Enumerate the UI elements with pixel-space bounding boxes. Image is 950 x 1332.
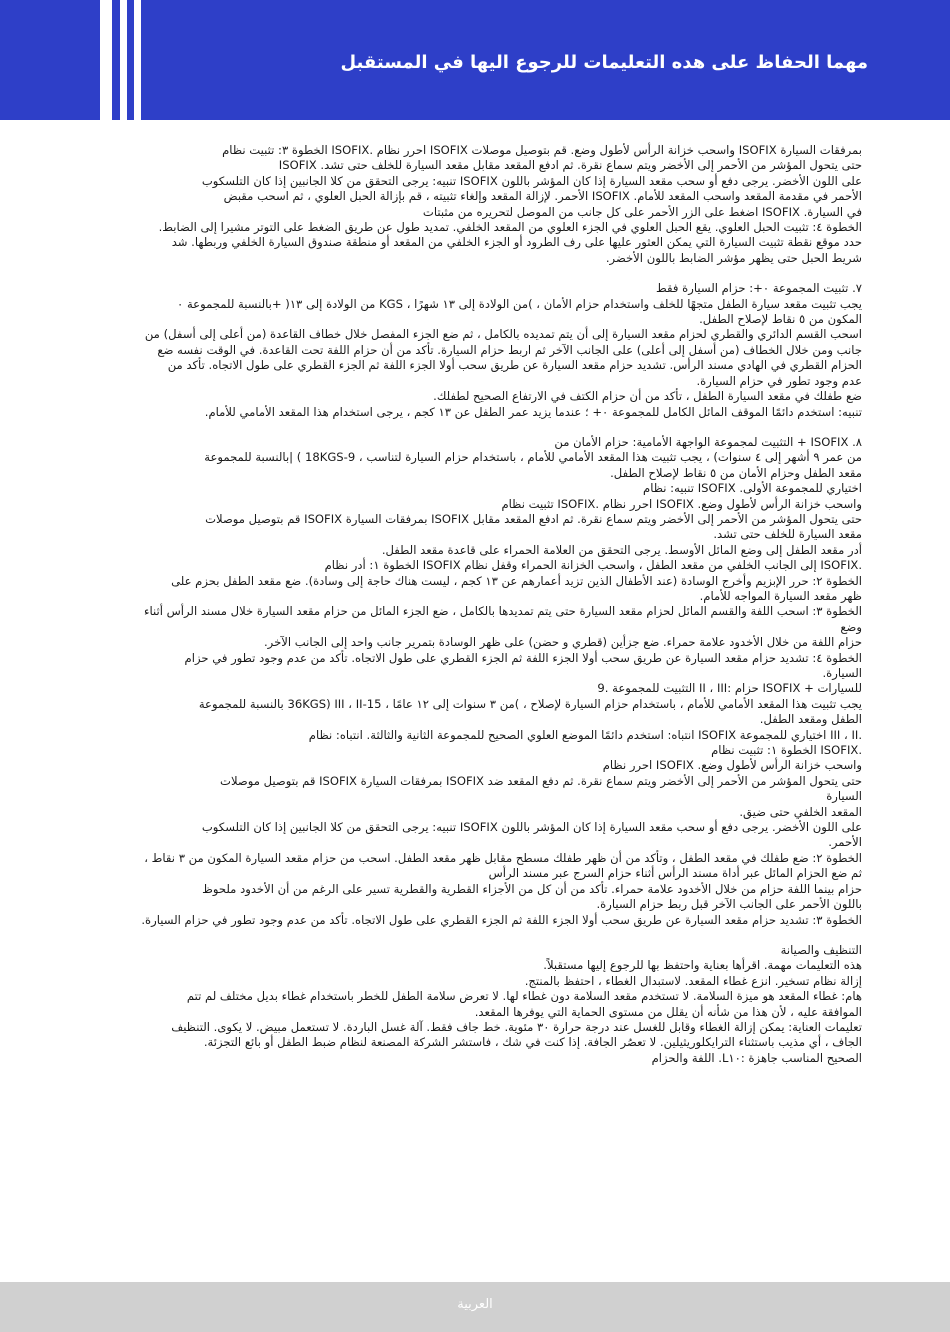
text-line: واسحب خزانة الرأس لأطول وضع. ISOFIX احرر نظام .ISOFIX تثبيت نظام bbox=[501, 496, 862, 511]
text-line: التنظيف والصيانة bbox=[780, 942, 862, 957]
text-line: مقعد السيارة للخلف حتى تشد. bbox=[713, 527, 862, 542]
page-footer bbox=[0, 1282, 950, 1332]
paragraph-spacer bbox=[100, 420, 862, 435]
text-line: الخطوة ٣: اسحب اللفة والقسم المائل لحزام مقعد السيارة حتى يتم تمديدها بالكامل ، ضع الجزء المائل من حزام مقعد السيارة خلال مسند الرأس أثناء bbox=[144, 604, 862, 619]
text-line: في السيارة. ISOFIX اضغط على الزر الأحمر على كل جانب من الموصل لتحريره من مثبتات bbox=[422, 204, 862, 219]
language-label: العربية bbox=[457, 1297, 493, 1312]
text-line: واسحب خزانة الرأس لأطول وضع. ISOFIX احرر نظام bbox=[602, 758, 862, 773]
text-line: الأحمر. bbox=[828, 835, 862, 850]
text-line: يجب تثبيت هذا المقعد الأمامي للأمام ، باستخدام حزام السيارة لإصلاح ، )من ٣ سنوات إلى ١٢ عامًا ، 15-36KGS) III ، II بالنسبة للمجموعة bbox=[198, 696, 862, 711]
text-line: تنبيه: استخدم دائمًا الموقف المائل الكامل للمجموعة ٠+ ؛ عندما يزيد عمر الطفل عن ١٣ كجم ، يرجى استخدام هذا المقعد الأمامي للأمام. bbox=[204, 404, 862, 419]
text-line: مقعد الطفل وحزام الأمان من ٥ نقاط لإصلاح الطفل. bbox=[610, 465, 862, 480]
text-line: اسحب القسم الدائري والقطري لحزام مقعد السيارة إلى أن يتم تمديده بالكامل ، ثم ضع الجزء المفصل خلال خطاف القاعدة (من أعلى إلى أسفل) من bbox=[144, 327, 862, 342]
text-line: هذه التعليمات مهمة. اقرأها بعناية واحتفظ بها للرجوع إليها مستقبلاً. bbox=[543, 958, 862, 973]
text-line: شريط الحبل حتى يظهر مؤشر الضابط باللون الأخضر. bbox=[605, 250, 862, 265]
text-line: .III ، II اختياري للمجموعة ISOFIX انتباه: استخدم دائمًا الموضع العلوي الصحيح للمجموعة الثانية والثالثة. انتباه: نظام bbox=[308, 727, 862, 742]
text-line: السيارة bbox=[826, 789, 862, 804]
text-line: الطفل ومقعد الطفل. bbox=[759, 712, 862, 727]
text-line: .ISOFIX إلى الجانب الخلفي من مقعد الطفل ، واسحب الخزانة الحمراء وقفل نظام ISOFIX الخطوة ١: أدر نظام bbox=[324, 558, 862, 573]
header-stripe bbox=[127, 0, 134, 120]
text-line: من عمر ٩ أشهر إلى ٤ سنوات) ، يجب تثبيت هذا المقعد الأمامي للأمام ، باستخدام حزام السيارة لتناسب ، 9-18KGS ) |بالنسبة للمجموعة bbox=[204, 450, 862, 465]
page-header bbox=[0, 0, 950, 120]
text-line: عدم وجود تطور في حزام السيارة. bbox=[696, 373, 862, 388]
text-line: ثم ضع الحزام المائل عبر أداة مسند الرأس أثناء حزام السرج عبر مسند الرأس bbox=[488, 866, 862, 881]
paragraph-spacer bbox=[100, 266, 862, 281]
text-line: حدد موقع نقطة تثبيت السيارة التي يمكن العثور عليها على رف الطرود أو الجزء الخلفي من المقعد أو منطقة صندوق السيارة الخلفي وربطها. شد bbox=[171, 235, 862, 250]
text-line: ظهر مقعد السيارة المواجه للأمام. bbox=[699, 588, 862, 603]
text-line: أدر مقعد الطفل إلى وضع المائل الأوسط. يرجى التحقق من العلامة الحمراء على قاعدة مقعد الطفل. bbox=[381, 542, 862, 557]
text-line: الخطوة ٢: ضع طفلك في مقعد الطفل ، وتأكد من أن ظهر طفلك مسطح مقابل ظهر مقعد الطفل. اسحب من حزام مقعد السيارة المكون من ٣ نقاط ، bbox=[144, 850, 862, 865]
text-line: الخطوة ٢: حرر الإبزيم وأخرج الوسادة (عند الأطفال الذين تزيد أعمارهم عن ١٣ كجم ، ليست هناك حاجة إلى وسادة). ضع مقعد الطفل بحزم على bbox=[171, 573, 862, 588]
text-line: ٨. ISOFIX + التثبيت لمجموعة الواجهة الأمامية: حزام الأمان من bbox=[554, 434, 862, 449]
text-line: حتى يتحول المؤشر من الأحمر إلى الأخضر ويتم سماع نقرة. ثم ادفع المقعد مقابل مقعد السيارة للخلف حتى تشد. ISOFIX bbox=[278, 158, 862, 173]
text-line: الخطوة ٤: تشديد حزام مقعد السيارة عن طريق سحب أولا الجزء اللفة ثم الجزء القطري على طول الاتجاه. تأكد من عدم وجود تطور في حزام bbox=[184, 650, 862, 665]
text-line: حزام اللفة من خلال الأخدود علامة حمراء. ضع جزأين (قطري و حضن) على ظهر الوسادة بتمرير جانب واحد إلى الجانب الآخر. bbox=[263, 635, 862, 650]
instructions-body bbox=[100, 143, 862, 1066]
text-line: .ISOFIX الخطوة ١: تثبيت نظام bbox=[711, 743, 862, 758]
text-line: هام: غطاء المقعد هو ميزة السلامة. لا تستخدم مقعد السلامة دون غطاء لها. لا تعرض سلامة الطفل للخطر باستخدام غطاء بديل مختلف لم تتم bbox=[186, 989, 862, 1004]
text-line: اختياري للمجموعة الأولى. ISOFIX تنبيه: نظام bbox=[643, 481, 862, 496]
text-line: الخطوة ٣: تشديد حزام مقعد السيارة عن طريق سحب أولا الجزء اللفة ثم الجزء القطري على طول الاتجاه. تأكد من عدم وجود تطور في حزام السيارة. bbox=[141, 912, 862, 927]
text-line: الجاف ، أي مذيب باستثناء الترايكلوريثيلين. لا تعصُر الجافة. إذا كنت في شك ، فاستشر الشركة المصنعة لنظام ضبط الطفل أو بائع التجزئة. bbox=[203, 1035, 862, 1050]
text-line: تعليمات العناية: يمكن إزالة الغطاء وقابل للغسل عند درجة حرارة ٣٠ مئوية. خط جاف فقط. آلة غسل الباردة. لا تستعمل مبيض. لا يكوى. التنظيف bbox=[171, 1019, 862, 1034]
text-line: الأحمر في مقدمة المقعد واسحب المقعد للأمام. ISOFIX الأحمر. لإزالة المقعد وإلغاء تثبيته ، قم بإزالة الحبل العلوي ، ثم اسحب مقبض bbox=[223, 189, 862, 204]
text-line: ضع طفلك في مقعد السيارة الطفل ، تأكد من أن حزام الكتف في الارتفاع الصحيح لطفلك. bbox=[433, 389, 862, 404]
text-line: باللون الأحمر على الجانب الآخر قبل ربط حزام السيارة. bbox=[596, 897, 862, 912]
page-title: مهما الحفاظ على هده التعليمات للرجوع اليها في المستقبل bbox=[340, 52, 868, 73]
header-stripe bbox=[0, 0, 100, 120]
text-line: للسيارات + ISOFIX حزام :II ، III التثبيت للمجموعة .9 bbox=[597, 681, 862, 696]
paragraph-spacer bbox=[100, 928, 862, 943]
text-line: السيارة. bbox=[822, 666, 862, 680]
header-stripe bbox=[112, 0, 120, 120]
text-line: حزام بينما اللفة حزام من خلال الأخدود علامة حمراء. تأكد من أن كل من الأجزاء القطرية والقطرية تسير على الرغم من أن الأخدود ملحوظ bbox=[202, 881, 862, 896]
text-line: على اللون الأخضر. يرجى دفع أو سحب مقعد السيارة إذا كان المؤشر باللون ISOFIX تنبيه: يرجى التحقق من كلا الجانبين إذا كان التلسكوب bbox=[201, 173, 862, 188]
text-line: بمرفقات السيارة ISOFIX واسحب خزانة الرأس لأطول وضع. قم بتوصيل موصلات ISOFIX احرر نظام .ISOFIX الخطوة ٣: تثبيت نظام bbox=[222, 143, 862, 157]
text-line: إزالة نظام تسخير. انزع غطاء المقعد. لاستبدال الغطاء ، احتفظ بالمنتج. bbox=[524, 973, 862, 988]
text-line: ٧. تثبيت المجموعة ٠+: حزام السيارة فقط bbox=[656, 281, 862, 296]
text-line: المقعد الخلفي حتى ضيق. bbox=[739, 804, 862, 819]
text-line: حتى يتحول المؤشر من الأحمر إلى الأخضر ويتم سماع نقرة. ثم دفع المقعد ضد ISOFIX بمرفقات السيارة ISOFIX قم بتوصيل موصلات bbox=[220, 773, 862, 788]
text-line: الخطوة ٤: تثبيت الحبل العلوي. يقع الحبل العلوي في الجزء العلوي من المقعد الخلفي. تمديد طول عن طريق الضغط على التوتر مشيرا إلى الضابط. bbox=[158, 220, 862, 235]
text-line: الحزام القطري في الهادي مسند الرأس. تشديد حزام مقعد السيارة عن طريق سحب أولا الجزء اللفة ثم الجزء القطري على طول الاتجاه. تأكد من bbox=[167, 358, 862, 373]
text-line: على اللون الأخضر. يرجى دفع أو سحب مقعد السيارة إذا كان المؤشر باللون ISOFIX تنبيه: يرجى التحقق من كلا الجانبين إذا كان التلسكوب bbox=[201, 820, 862, 835]
text-line: الصحيح المناسب جاهزة :L١٠. اللفة والحزام bbox=[651, 1050, 862, 1065]
text-line: الموافقة عليه ، لأن هذا من شأنه أن يقلل من مستوى الحماية التي يوفرها المقعد. bbox=[474, 1004, 862, 1019]
text-line: المكون من ٥ نقاط لإصلاح الطفل. bbox=[699, 312, 862, 327]
text-line: حتى يتحول المؤشر من الأحمر إلى الأخضر ويتم سماع نقرة. ثم ادفع المقعد مقابل ISOFIX بمرفقات السيارة ISOFIX قم بتوصيل موصلات bbox=[205, 511, 862, 526]
text-line: يجب تثبيت مقعد سيارة الطفل متجهًا للخلف واستخدام حزام الأمان ، )من الولادة إلى ١٣ شهرًا ، KGS من الولادة إلى ١٣( +بالنسبة للمجموعة ٠ bbox=[177, 296, 862, 311]
text-line: جانب ومن خلال الخطاف (من أسفل إلى أعلى) على الجانب الآخر ثم اربط حزام السيارة. تأكد من أن حزام اللفة تحت القاعدة. في الوقت نفسه ضع bbox=[157, 342, 862, 357]
text-line: وضع bbox=[840, 619, 862, 634]
